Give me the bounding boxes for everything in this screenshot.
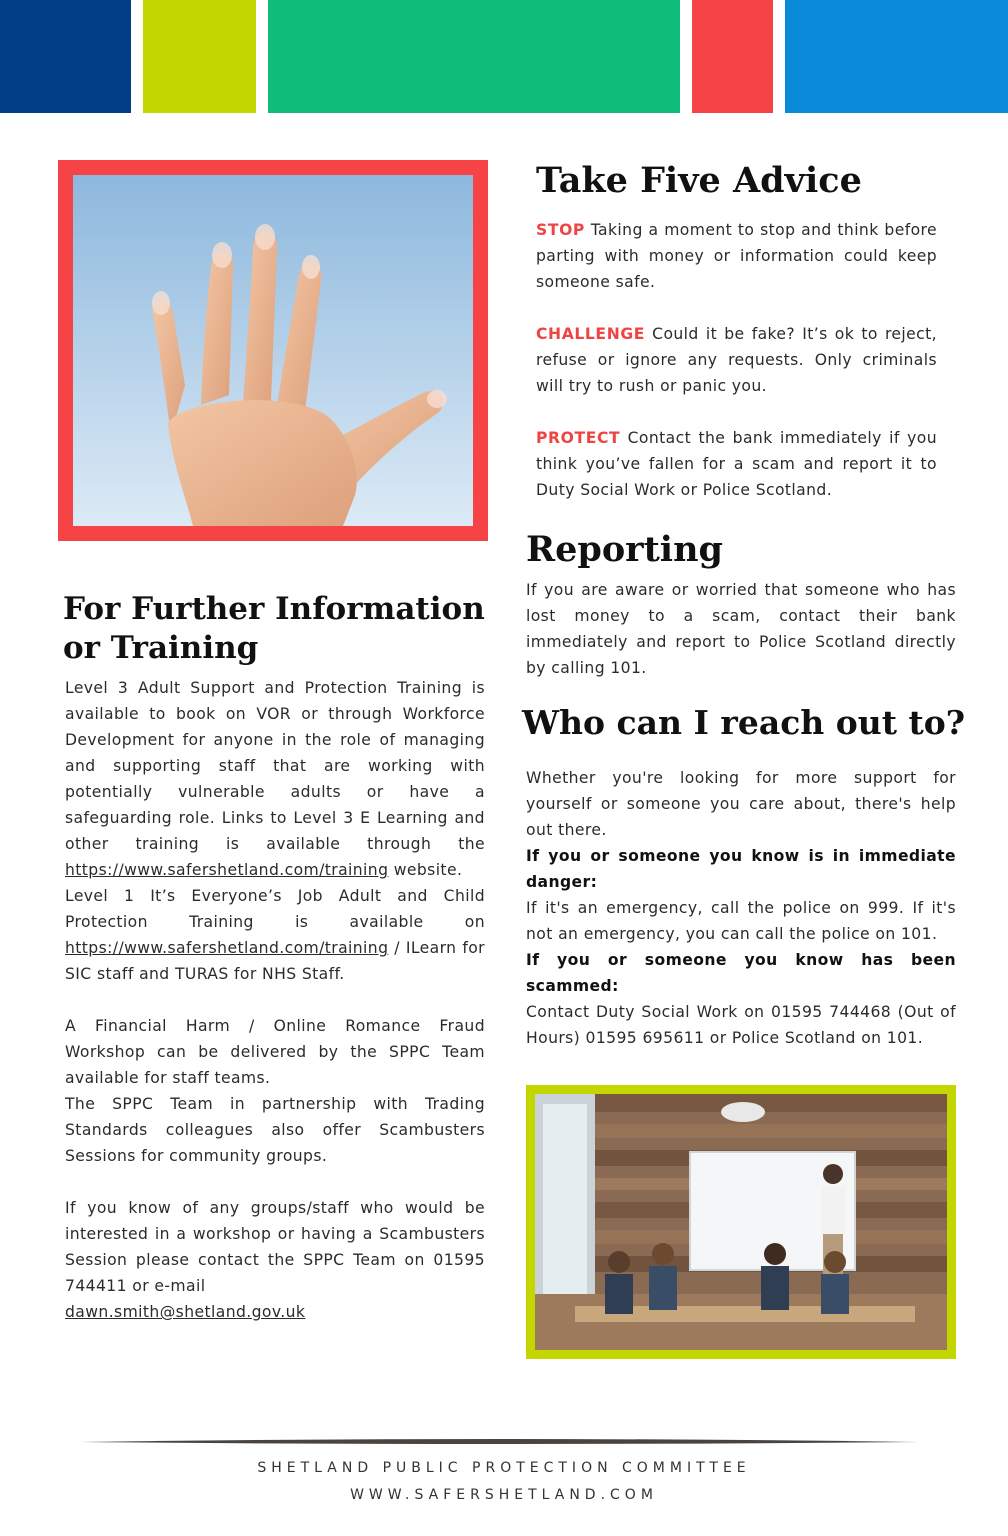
scammed-heading: If you or someone you know has been scammed:	[526, 951, 956, 995]
reporting-body	[526, 577, 956, 681]
stop-text: Taking a moment to stop and think before parting with money or information could keep someone safe.	[536, 221, 937, 291]
challenge-text: Could it be fake? It’s ok to reject, refuse or ignore any requests. Only criminals will try to rush or panic you.	[536, 325, 937, 395]
contact-email-link[interactable]: dawn.smith@shetland.gov.uk	[65, 1303, 306, 1321]
reach-out-intro: Whether you're looking for more support for yourself or someone you care about, there's help out there.	[526, 769, 956, 839]
challenge-label: CHALLENGE	[536, 325, 645, 343]
reach-out-title: Who can I reach out to?	[522, 703, 966, 742]
color-bar-blue	[785, 0, 1008, 113]
protect-advice	[536, 425, 937, 503]
reach-out-body	[526, 765, 956, 1051]
stop-advice	[536, 217, 937, 295]
training-level1-text: Level 1 It’s Everyone’s Job Adult and Child Protection Training is available on	[65, 887, 485, 931]
open-hand-illustration	[73, 175, 473, 526]
training-level3-paragraph	[65, 675, 485, 883]
contact-paragraph: If you know of any groups/staff who would be interested in a workshop or having a Scambusters Session please contact the SPPC Team on 01595 744411 or e-mail	[65, 1199, 485, 1295]
training-level1-paragraph	[65, 883, 485, 987]
danger-heading: If you or someone you know is in immediate danger:	[526, 847, 956, 891]
color-bar-red	[692, 0, 773, 113]
training-link-2[interactable]: https://www.safershetland.com/training	[65, 939, 389, 957]
footer-website[interactable]: WWW.SAFERSHETLAND.COM	[350, 1487, 658, 1503]
reporting-text: If you are aware or worried that someone who has lost money to a scam, contact their bank immediately and report to Police Scotland directly by calling 101.	[526, 581, 956, 677]
meeting-photo-illustration	[535, 1094, 947, 1350]
training-level3-text: Level 3 Adult Support and Protection Training is available to book on VOR or through Workforce Development for anyone in the role of managing and supporting staff that are working with potentially vulnerable adults or have a safeguarding role. Links to Level 3 E Learning and other training is available through the	[65, 679, 485, 853]
protect-label: PROTECT	[536, 429, 621, 447]
color-bar-lime	[143, 0, 256, 113]
further-info-title-line2: or Training	[63, 630, 259, 666]
further-info-body	[65, 675, 485, 1325]
hand-photo-frame	[58, 160, 488, 541]
take-five-body	[536, 217, 937, 503]
further-info-title	[63, 590, 485, 668]
scambusters-paragraph: The SPPC Team in partnership with Trading Standards colleagues also offer Scambusters Sessions for community groups.	[65, 1095, 485, 1165]
color-bar-green	[268, 0, 680, 113]
scammed-text: Contact Duty Social Work on 01595 744468 (Out of Hours) 01595 695611 or Police Scotland on 101.	[526, 1003, 956, 1047]
danger-text: If it's an emergency, call the police on 999. If it's not an emergency, you can call the police on 101.	[526, 899, 956, 943]
protect-text: Contact the bank immediately if you think you’ve fallen for a scam and report it to Duty Social Work or Police Scotland.	[536, 429, 937, 499]
reporting-title: Reporting	[526, 529, 723, 570]
workshop-paragraph: A Financial Harm / Online Romance Fraud Workshop can be delivered by the SPPC Team available for staff teams.	[65, 1017, 485, 1087]
color-bar-navy	[0, 0, 131, 113]
training-level3-after: website.	[388, 861, 463, 879]
training-link-1[interactable]: https://www.safershetland.com/training	[65, 861, 389, 879]
challenge-advice	[536, 321, 937, 399]
footer-committee-name: SHETLAND PUBLIC PROTECTION COMMITTEE	[257, 1460, 751, 1476]
meeting-photo-frame	[526, 1085, 956, 1359]
contact-email-line	[65, 1299, 485, 1325]
further-info-title-line1: For Further Information	[63, 591, 485, 627]
training-level1-after: / ILearn for SIC staff and TURAS for NHS Staff.	[65, 939, 485, 983]
take-five-title: Take Five Advice	[536, 160, 862, 201]
stop-label: STOP	[536, 221, 585, 239]
footer-divider	[80, 1437, 920, 1447]
